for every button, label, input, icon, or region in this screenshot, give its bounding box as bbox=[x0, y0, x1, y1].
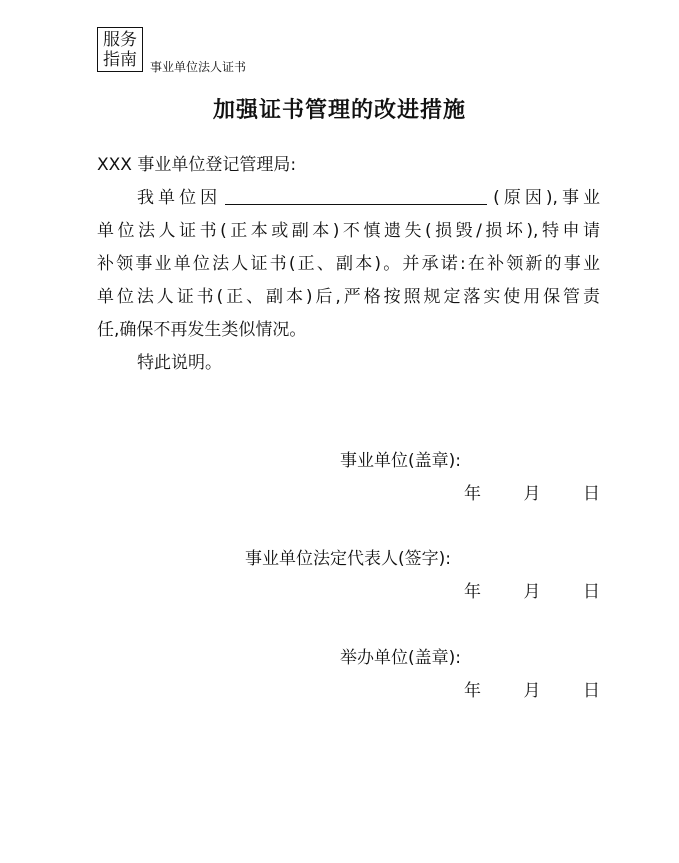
closing-statement: 特此说明。 bbox=[137, 353, 222, 373]
date-year: 年 bbox=[464, 681, 481, 701]
date-year: 年 bbox=[464, 582, 481, 602]
date-day: 日 bbox=[583, 681, 600, 701]
date-row-2 bbox=[464, 581, 600, 603]
date-day: 日 bbox=[583, 582, 600, 602]
salutation: XXX 事业单位登记管理局: bbox=[97, 155, 297, 175]
body-line-1 bbox=[97, 182, 600, 215]
body-line-4: 单位法人证书(正、副本)后,严格按照规定落实使用保管责 bbox=[97, 287, 600, 307]
date-month: 月 bbox=[523, 484, 541, 504]
badge-line-1: 服务 bbox=[103, 29, 137, 50]
date-day: 日 bbox=[583, 484, 600, 504]
badge-line-2: 指南 bbox=[103, 49, 137, 70]
signature-label-unit-seal: 事业单位(盖章): bbox=[340, 451, 461, 471]
date-year: 年 bbox=[464, 484, 481, 504]
service-guide-badge bbox=[97, 27, 143, 72]
date-row-1 bbox=[464, 483, 600, 505]
reason-blank bbox=[225, 184, 487, 205]
body-paragraph bbox=[97, 182, 600, 347]
document-title: 加强证书管理的改进措施 bbox=[212, 98, 466, 123]
body-line-3: 补领事业单位法人证书(正、副本)。并承诺:在补领新的事业 bbox=[97, 254, 600, 274]
body-line-5: 任,确保不再发生类似情况。 bbox=[97, 320, 307, 340]
date-month: 月 bbox=[523, 582, 541, 602]
date-row-3 bbox=[464, 680, 600, 702]
body-line-1-prefix: 我单位因 bbox=[137, 188, 222, 208]
signature-label-sponsor-seal: 举办单位(盖章): bbox=[340, 648, 461, 668]
signature-label-legal-rep: 事业单位法定代表人(签字): bbox=[245, 549, 451, 569]
header-label: 事业单位法人证书 bbox=[150, 60, 247, 74]
body-line-2: 单位法人证书(正本或副本)不慎遗失(损毁/损坏),特申请 bbox=[97, 221, 600, 241]
body-line-1-suffix: (原因),事业 bbox=[493, 188, 601, 208]
date-month: 月 bbox=[523, 681, 541, 701]
